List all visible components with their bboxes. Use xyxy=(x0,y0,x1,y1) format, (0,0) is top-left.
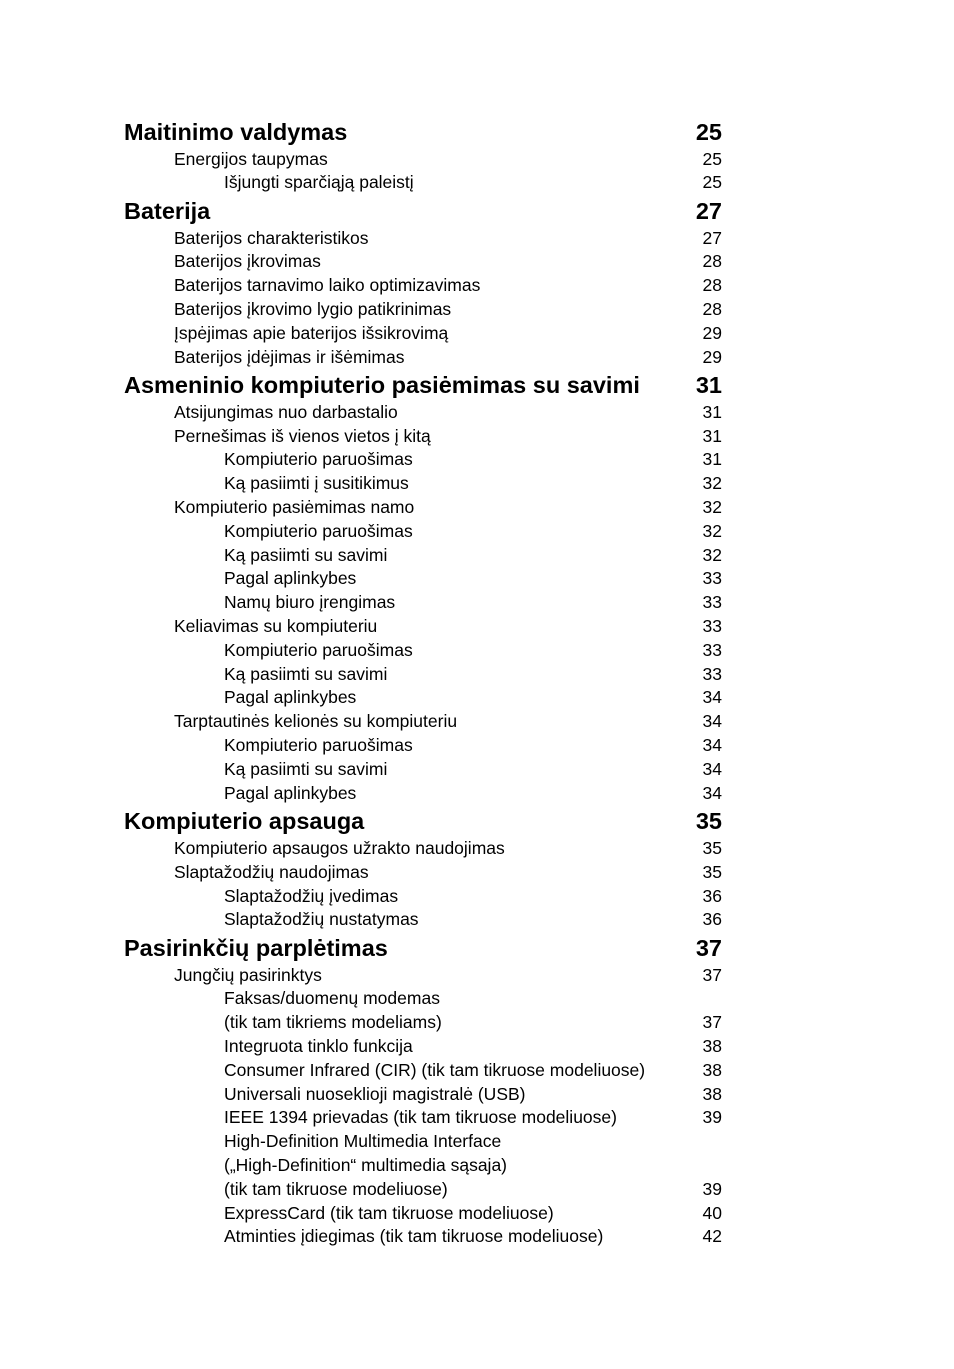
toc-page-number: 33 xyxy=(702,639,722,660)
toc-entry-title: Tarptautinės kelionės su kompiuteriu xyxy=(174,711,458,732)
toc-section-row[interactable] xyxy=(124,401,722,425)
toc-page-number: 35 xyxy=(702,837,722,858)
toc-subsection-row[interactable] xyxy=(124,448,722,472)
toc-page-number: 38 xyxy=(702,1083,722,1104)
toc-page-number: 25 xyxy=(702,172,722,193)
toc-section-row[interactable] xyxy=(124,274,722,298)
toc-section-row[interactable] xyxy=(124,964,722,988)
toc-entry-title: (tik tam tikruose modeliuose) xyxy=(224,1178,448,1199)
toc-section-row[interactable] xyxy=(124,250,722,274)
toc-subsection-row[interactable] xyxy=(124,591,722,615)
toc-entry-title: Kompiuterio paruošimas xyxy=(224,639,413,660)
toc-entry-title: Asmeninio kompiuterio pasiėmimas su savimi xyxy=(124,371,640,398)
toc-chapter-row[interactable] xyxy=(124,933,722,964)
toc-subsection-row[interactable] xyxy=(124,758,722,782)
toc-entry-title: Pernešimas iš vienos vietos į kitą xyxy=(174,425,431,446)
toc-page-number: 34 xyxy=(702,687,722,708)
toc-chapter-row[interactable] xyxy=(124,117,722,148)
toc-entry-title: Baterijos tarnavimo laiko optimizavimas xyxy=(174,275,481,296)
toc-entry-title: IEEE 1394 prievadas (tik tam tikruose modeliuose) xyxy=(224,1107,617,1128)
toc-subsection-row[interactable] xyxy=(124,567,722,591)
toc-entry-title: Universali nuoseklioji magistralė (USB) xyxy=(224,1083,526,1104)
toc-entry-title: Kompiuterio paruošimas xyxy=(224,520,413,541)
toc-entry-title: Ką pasiimti su savimi xyxy=(224,758,388,779)
toc-page-number: 31 xyxy=(695,371,722,398)
toc-subsection-row[interactable] xyxy=(124,1011,722,1035)
toc-entry-title: Kompiuterio paruošimas xyxy=(224,449,413,470)
toc-subsection-row[interactable] xyxy=(124,1035,722,1059)
toc-entry-title: High-Definition Multimedia Interface xyxy=(224,1131,502,1152)
toc-page-number: 29 xyxy=(702,322,722,343)
toc-page-number: 35 xyxy=(695,807,722,834)
toc-section-row[interactable] xyxy=(124,615,722,639)
toc-entry-title: Keliavimas su kompiuteriu xyxy=(174,616,378,637)
toc-entry-title: Slaptažodžių nustatymas xyxy=(224,909,419,930)
toc-entry-title: Jungčių pasirinktys xyxy=(174,964,322,985)
toc-subsection-row[interactable] xyxy=(124,1202,722,1226)
toc-subsection-row[interactable] xyxy=(124,1059,722,1083)
toc-page-number: 31 xyxy=(702,449,722,470)
toc-page-number: 36 xyxy=(702,885,722,906)
toc-entry-title: Baterijos įkrovimas xyxy=(174,251,321,272)
toc-entry-title: Ką pasiimti su savimi xyxy=(224,663,388,684)
toc-page-number: 33 xyxy=(702,663,722,684)
toc-entry-title: Faksas/duomenų modemas xyxy=(224,988,440,1009)
toc-page-number: 32 xyxy=(702,520,722,541)
toc-page-number: 34 xyxy=(702,758,722,779)
toc-page-number: 34 xyxy=(702,711,722,732)
toc-entry-title: Kompiuterio apsauga xyxy=(124,807,365,834)
toc-section-row[interactable] xyxy=(124,148,722,172)
toc-entry-title: Atsijungimas nuo darbastalio xyxy=(174,401,398,422)
toc-page-number: 36 xyxy=(702,909,722,930)
toc-page-number: 28 xyxy=(702,275,722,296)
toc-page-number: 38 xyxy=(702,1036,722,1056)
toc-entry-title: Kompiuterio apsaugos užrakto naudojimas xyxy=(174,837,505,858)
toc-entry-title: Pagal aplinkybes xyxy=(224,782,357,803)
toc-page-number: 25 xyxy=(695,118,722,145)
toc-page-number: 31 xyxy=(702,401,722,422)
toc-entry-title: („High-Definition“ multimedia sąsaja) xyxy=(224,1154,508,1175)
toc-entry-title: Išjungti sparčiąją paleistį xyxy=(224,172,414,193)
toc-subsection-row[interactable] xyxy=(124,1154,722,1178)
toc-page-number: 42 xyxy=(702,1226,722,1247)
toc-entry-title: ExpressCard (tik tam tikruose modeliuose) xyxy=(224,1202,554,1223)
toc-entry-title: Baterija xyxy=(124,197,211,224)
toc-subsection-row[interactable] xyxy=(124,520,722,544)
toc-page-number: 39 xyxy=(702,1178,722,1199)
table-of-contents xyxy=(124,116,722,1249)
toc-subsection-row[interactable] xyxy=(124,908,722,932)
toc-section-row[interactable] xyxy=(124,861,722,885)
toc-section-row[interactable] xyxy=(124,298,722,322)
toc-subsection-row[interactable] xyxy=(124,734,722,758)
toc-page-number: 28 xyxy=(702,298,722,319)
toc-page-number: 35 xyxy=(702,861,722,882)
toc-section-row[interactable] xyxy=(124,346,722,370)
toc-page-number: 33 xyxy=(702,616,722,637)
toc-chapter-row[interactable] xyxy=(124,196,722,227)
toc-chapter-row[interactable] xyxy=(124,370,722,401)
toc-page-number: 25 xyxy=(702,148,722,169)
toc-page-number: 33 xyxy=(702,568,722,589)
toc-section-row[interactable] xyxy=(124,496,722,520)
toc-entry-title: Pasirinkčių parplėtimas xyxy=(124,934,388,961)
toc-page-number: 32 xyxy=(702,473,722,494)
toc-entry-title: Ką pasiimti į susitikimus xyxy=(224,473,409,494)
toc-subsection-row[interactable] xyxy=(124,885,722,909)
toc-page-number: 39 xyxy=(702,1107,722,1128)
toc-section-row[interactable] xyxy=(124,425,722,449)
toc-page-number: 37 xyxy=(702,964,722,985)
toc-page-number: 34 xyxy=(702,782,722,803)
toc-subsection-row[interactable] xyxy=(124,639,722,663)
toc-entry-title: Pagal aplinkybes xyxy=(224,687,357,708)
toc-page-number: 33 xyxy=(702,592,722,613)
toc-entry-title: Baterijos įdėjimas ir išėmimas xyxy=(174,346,405,367)
toc-entry-title: Atminties įdiegimas (tik tam tikruose modeliuose) xyxy=(224,1226,604,1247)
toc-entry-title: Energijos taupymas xyxy=(174,148,328,169)
toc-page-number: 27 xyxy=(702,227,722,248)
toc-subsection-row[interactable] xyxy=(124,544,722,568)
toc-section-row[interactable] xyxy=(124,837,722,861)
toc-page-number: 32 xyxy=(702,497,722,518)
toc-page-number: 27 xyxy=(695,197,722,224)
toc-subsection-row[interactable] xyxy=(124,1225,722,1249)
toc-section-row[interactable] xyxy=(124,227,722,251)
toc-subsection-row[interactable] xyxy=(124,782,722,806)
toc-entry-title: Baterijos įkrovimo lygio patikrinimas xyxy=(174,298,452,319)
toc-page-number: 32 xyxy=(702,544,722,565)
toc-entry-title: Maitinimo valdymas xyxy=(124,118,348,145)
toc-entry-title: Namų biuro įrengimas xyxy=(224,592,396,613)
toc-page-number: 34 xyxy=(702,735,722,756)
toc-entry-title: Pagal aplinkybes xyxy=(224,568,357,589)
toc-entry-title: Ką pasiimti su savimi xyxy=(224,544,388,565)
toc-entry-title: Consumer Infrared (CIR) (tik tam tikruose modeliuose) xyxy=(224,1059,646,1080)
toc-page-number: 37 xyxy=(702,1012,722,1033)
toc-subsection-row[interactable] xyxy=(124,472,722,496)
toc-page-number: 37 xyxy=(695,934,722,961)
toc-subsection-row[interactable] xyxy=(124,1106,722,1130)
toc-subsection-row[interactable] xyxy=(124,1083,722,1107)
toc-subsection-row[interactable] xyxy=(124,171,722,195)
toc-entry-title: Slaptažodžių įvedimas xyxy=(224,885,399,906)
toc-page-number: 28 xyxy=(702,251,722,272)
toc-subsection-row[interactable] xyxy=(124,1130,722,1154)
toc-page-number: 38 xyxy=(702,1059,722,1080)
toc-entry-title: Kompiuterio paruošimas xyxy=(224,735,413,756)
toc-page-number: 31 xyxy=(702,425,722,446)
toc-page-number: 40 xyxy=(702,1202,722,1223)
toc-page-number: 29 xyxy=(702,346,722,367)
toc-section-row[interactable] xyxy=(124,322,722,346)
toc-subsection-row[interactable] xyxy=(124,686,722,710)
toc-subsection-row[interactable] xyxy=(124,987,722,1011)
toc-section-row[interactable] xyxy=(124,710,722,734)
toc-chapter-row[interactable] xyxy=(124,806,722,837)
toc-subsection-row[interactable] xyxy=(124,1178,722,1202)
toc-entry-title: Slaptažodžių naudojimas xyxy=(174,861,369,882)
toc-subsection-row[interactable] xyxy=(124,663,722,687)
toc-entry-title: (tik tam tikriems modeliams) xyxy=(224,1012,442,1033)
toc-entry-title: Įspėjimas apie baterijos išsikrovimą xyxy=(174,322,449,343)
toc-entry-title: Integruota tinklo funkcija xyxy=(224,1036,413,1056)
toc-entry-title: Kompiuterio pasiėmimas namo xyxy=(174,497,415,518)
toc-entry-title: Baterijos charakteristikos xyxy=(174,227,369,248)
